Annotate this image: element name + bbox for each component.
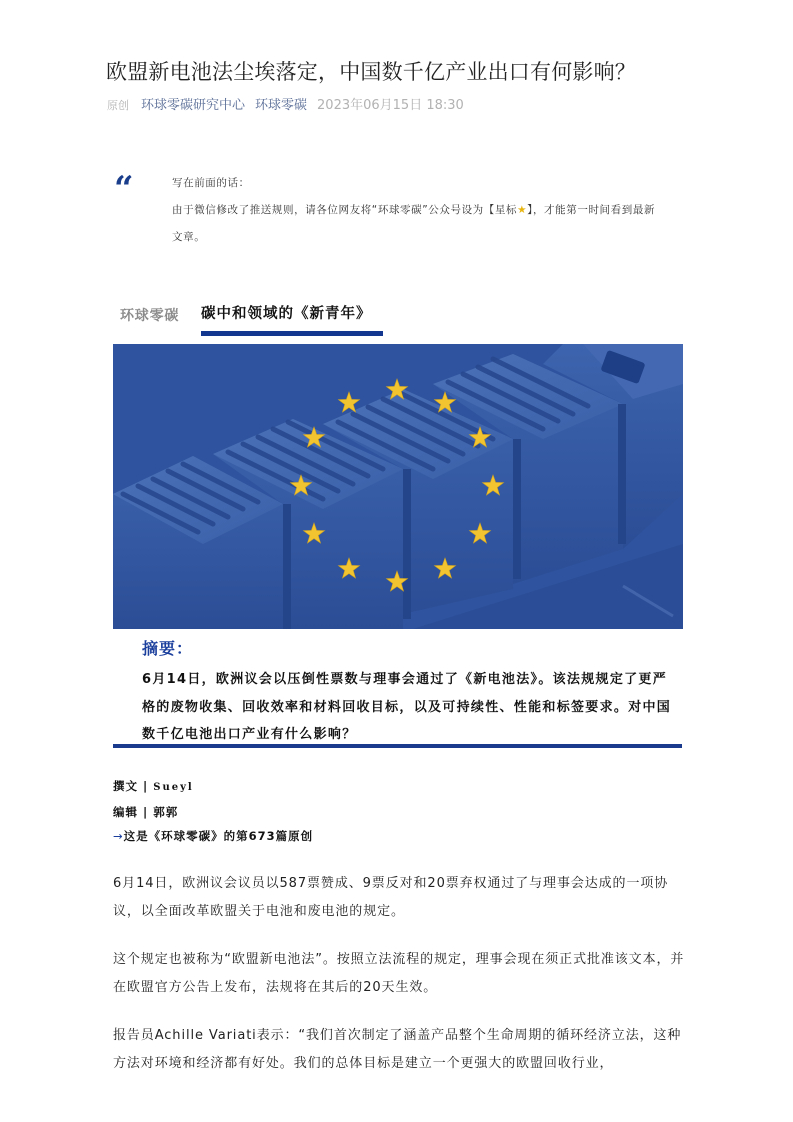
series-note [113,824,313,848]
editor-name: 郭郭 [153,805,179,819]
preface-text-part: 间看到最新文章。 [172,204,656,243]
preface-heading: 写在前面的话： [172,177,250,189]
body-paragraph: 6月14日，欧洲议会议员以587票赞成、9票反对和20票弃权通过了与理事会达成的一项协议，以全面改革欧盟关于电池和废电池的规定。 [113,876,669,919]
preface-text [172,197,662,251]
account-link[interactable]: 环球零碳 [255,98,308,113]
original-tag: 原创 [107,99,129,112]
star-icon: ★ [517,204,528,216]
author-link[interactable]: 环球零碳研究中心 [141,98,246,113]
article-meta [107,94,464,113]
brand-slogan: 碳中和领域的《新青年》 [201,306,372,322]
series-note-text: 这是《环球零碳》的第673篇原创 [123,829,314,843]
writer-label: 撰文 | [113,779,154,793]
body-paragraph: 这个规定也被称为“欧盟新电池法”。按照立法流程的规定，理事会现在须正式批准该文本，并在欧盟官方公告上发布，法规将在其后的20天生效。 [113,952,685,995]
editor-label: 编辑 | [113,805,154,819]
article-title: 欧盟新电池法尘埃落定，中国数千亿产业出口有何影响？ [106,60,636,84]
brand-underline-divider [201,331,383,336]
writer-credit [113,774,313,800]
editor-credit [113,800,313,824]
credits-block [113,774,313,848]
summary-text: 6月14日，欧洲议会以压倒性票数与理事会通过了《新电池法》。该法规规定了更严格的废物收集、回收效率和材料回收目标，以及可持续性、性能和标签要求。对中国数千亿电池出口产业有什么影响？ [142,672,672,742]
summary-divider [113,744,682,748]
body-paragraph: 报告员Achille Variati表示：“我们首次制定了涵盖产品整个生命周期的循环经济立法，这种方法对环境和经济都有好处。我们的总体目标是建立一个更强大的欧盟回收行业， [113,1028,682,1071]
writer-name: Sueyl [153,782,194,793]
preface-block [172,170,662,251]
summary-label: 摘要： [142,639,194,658]
eu-flag-battery-image [113,344,683,629]
brand-name: 环球零碳 [120,308,180,324]
preface-text-part: 】，才能第一时 [527,204,600,216]
quote-open-icon: “ [114,169,131,209]
preface-text-part: 由于微信修改了推送规则，请各位网友将“环球零碳”公众号设为【星标 [172,204,518,216]
publish-date: 2023年06月15日 18:30 [317,98,464,113]
arrow-right-icon: → [113,829,124,843]
